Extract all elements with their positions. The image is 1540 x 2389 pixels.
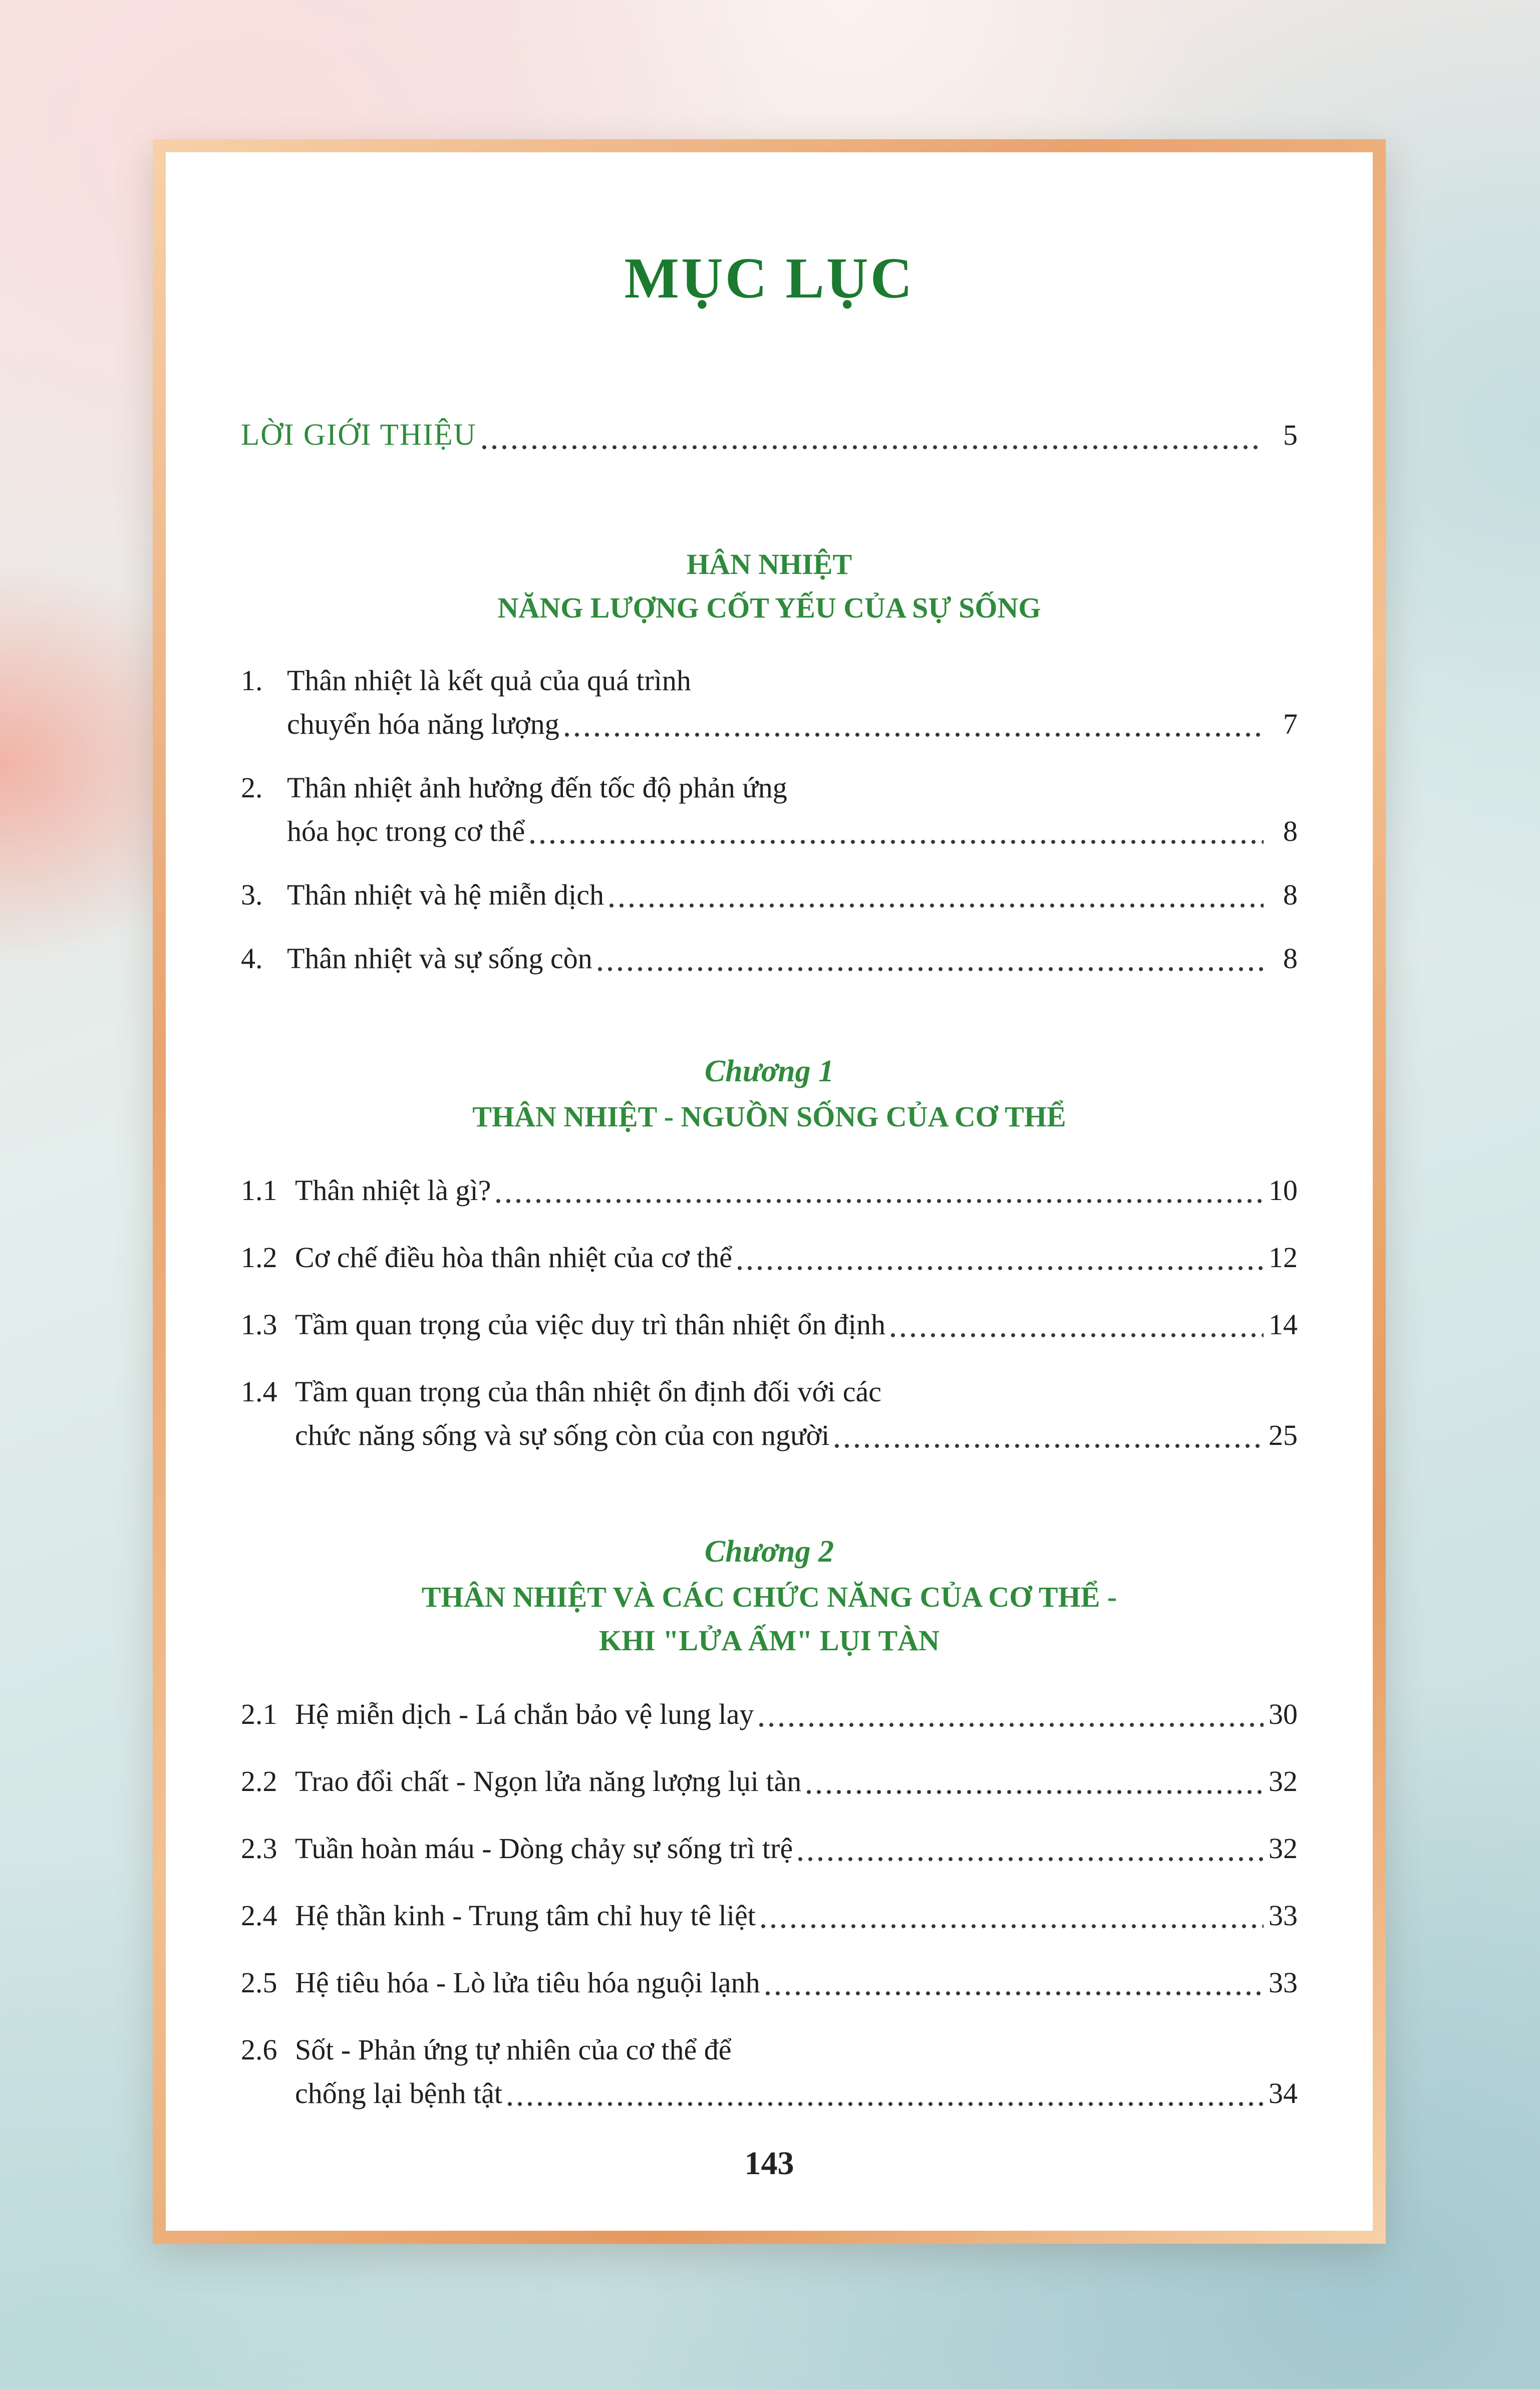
dot-leader [765,1990,1264,1996]
entry-title-continuation: chức năng sống và sự sống còn của con người [295,1418,830,1451]
page-ref: 34 [1269,2076,1298,2110]
toc-entry [241,1168,1298,1212]
page-ref: 5 [1283,419,1298,451]
entry-title: Hệ thần kinh - Trung tâm chỉ huy tê liệt [295,1899,756,1932]
chapter2-heading [241,1529,1298,1662]
toc-entry [241,1894,1298,1937]
entry-number: 1. [241,664,263,697]
page-ref: 25 [1269,1418,1298,1451]
page-ref: 8 [1283,878,1298,911]
part-heading [241,542,1298,630]
page-ref: 32 [1269,1832,1298,1865]
dot-leader [890,1332,1264,1338]
part-heading-line1: HÂN NHIỆT [686,547,852,580]
entry-number: 2. [241,771,263,804]
part-heading-line2: NĂNG LƯỢNG CỐT YẾU CỦA SỰ SỐNG [497,591,1041,624]
chapter2-title-line1: THÂN NHIỆT VÀ CÁC CHỨC NĂNG CỦA CƠ THỂ - [421,1580,1117,1613]
entry-title: Sốt - Phản ứng tự nhiên của cơ thể để [295,2033,732,2066]
entry-title: Thân nhiệt và sự sống còn [287,942,592,975]
entry-title-continuation: hóa học trong cơ thể [287,814,525,847]
entry-title: Thân nhiệt ảnh hưởng đến tốc độ phản ứng [287,771,787,804]
toc-entry-intro [241,412,1298,458]
entry-title: Hệ miễn dịch - Lá chắn bảo vệ lung lay [295,1697,754,1730]
entry-number: 3. [241,878,263,911]
entry-number: 2.4 [241,1899,277,1932]
toc-entry [241,1961,1298,2004]
dot-leader [759,1722,1264,1728]
dot-leader [761,1923,1264,1929]
entry-number: 2.3 [241,1832,277,1865]
toc-entry [241,1370,1298,1457]
dot-leader [482,444,1264,450]
entry-title: Tầm quan trọng của việc duy trì thân nhiệt ổn định [295,1308,886,1341]
toc-entry [241,2028,1298,2115]
dot-leader [737,1265,1264,1271]
dot-leader [834,1443,1264,1449]
page-ref: 14 [1269,1308,1298,1341]
toc-entry [241,659,1298,746]
toc-entry [241,937,1298,980]
entry-title-continuation: chống lại bệnh tật [295,2076,502,2110]
toc-entry [241,1827,1298,1870]
page-ref: 12 [1269,1241,1298,1274]
dot-leader [597,966,1264,972]
page-ref: 30 [1269,1697,1298,1730]
toc-entry [241,873,1298,917]
dot-leader [806,1789,1264,1795]
page-ref: 33 [1269,1899,1298,1932]
entry-number: 2.6 [241,2033,277,2066]
entry-number: 2.1 [241,1697,277,1730]
toc-title: MỤC LỤC [624,246,914,311]
entry-title: Cơ chế điều hòa thân nhiệt của cơ thể [295,1241,733,1274]
intro-label: LỜI GIỚI THIỆU [241,418,477,452]
page-ref: 8 [1283,814,1298,847]
entry-title: Thân nhiệt và hệ miễn dịch [287,878,604,911]
entry-number: 1.4 [241,1375,277,1408]
footer-page-number: 143 [744,2145,794,2182]
dot-leader [609,903,1264,909]
entry-number: 1.1 [241,1173,277,1207]
page-ref: 32 [1269,1764,1298,1798]
entry-title: Tuần hoàn máu - Dòng chảy sự sống trì trệ [295,1832,793,1865]
toc-entry [241,1692,1298,1736]
entry-number: 2.2 [241,1764,277,1798]
chapter1-label: Chương 1 [704,1054,834,1088]
page-frame [153,139,1386,2244]
entry-title-continuation: chuyển hóa năng lượng [287,707,559,740]
dot-leader [530,839,1264,845]
entry-title: Thân nhiệt là kết quả của quá trình [287,664,691,697]
page-ref: 10 [1269,1173,1298,1207]
entry-number: 1.3 [241,1308,277,1341]
entry-title: Trao đổi chất - Ngọn lửa năng lượng lụi tàn [295,1764,802,1798]
entry-title: Tầm quan trọng của thân nhiệt ổn định đối với các [295,1375,882,1408]
dot-leader [798,1856,1264,1862]
toc-entry [241,1759,1298,1803]
chapter2-title-line2: KHI "LỬA ẤM" LỤI TÀN [599,1624,940,1657]
page-ref: 33 [1269,1966,1298,1999]
page-ref: 7 [1283,707,1298,740]
toc-entry [241,1236,1298,1279]
chapter2-label: Chương 2 [704,1534,834,1569]
entry-number: 2.5 [241,1966,277,1999]
toc-entry [241,1303,1298,1346]
entry-title: Thân nhiệt là gì? [295,1173,491,1207]
entry-number: 4. [241,942,263,975]
chapter1-title: THÂN NHIỆT - NGUỒN SỐNG CỦA CƠ THỂ [472,1100,1066,1133]
page-ref: 8 [1283,942,1298,975]
toc-entry [241,766,1298,853]
dot-leader [507,2101,1264,2107]
entry-number: 1.2 [241,1241,277,1274]
chapter1-heading [241,1048,1298,1138]
dot-leader [496,1198,1264,1204]
entry-title: Hệ tiêu hóa - Lò lửa tiêu hóa nguội lạnh [295,1966,760,1999]
dot-leader [564,732,1264,738]
toc-page [166,152,1373,2231]
